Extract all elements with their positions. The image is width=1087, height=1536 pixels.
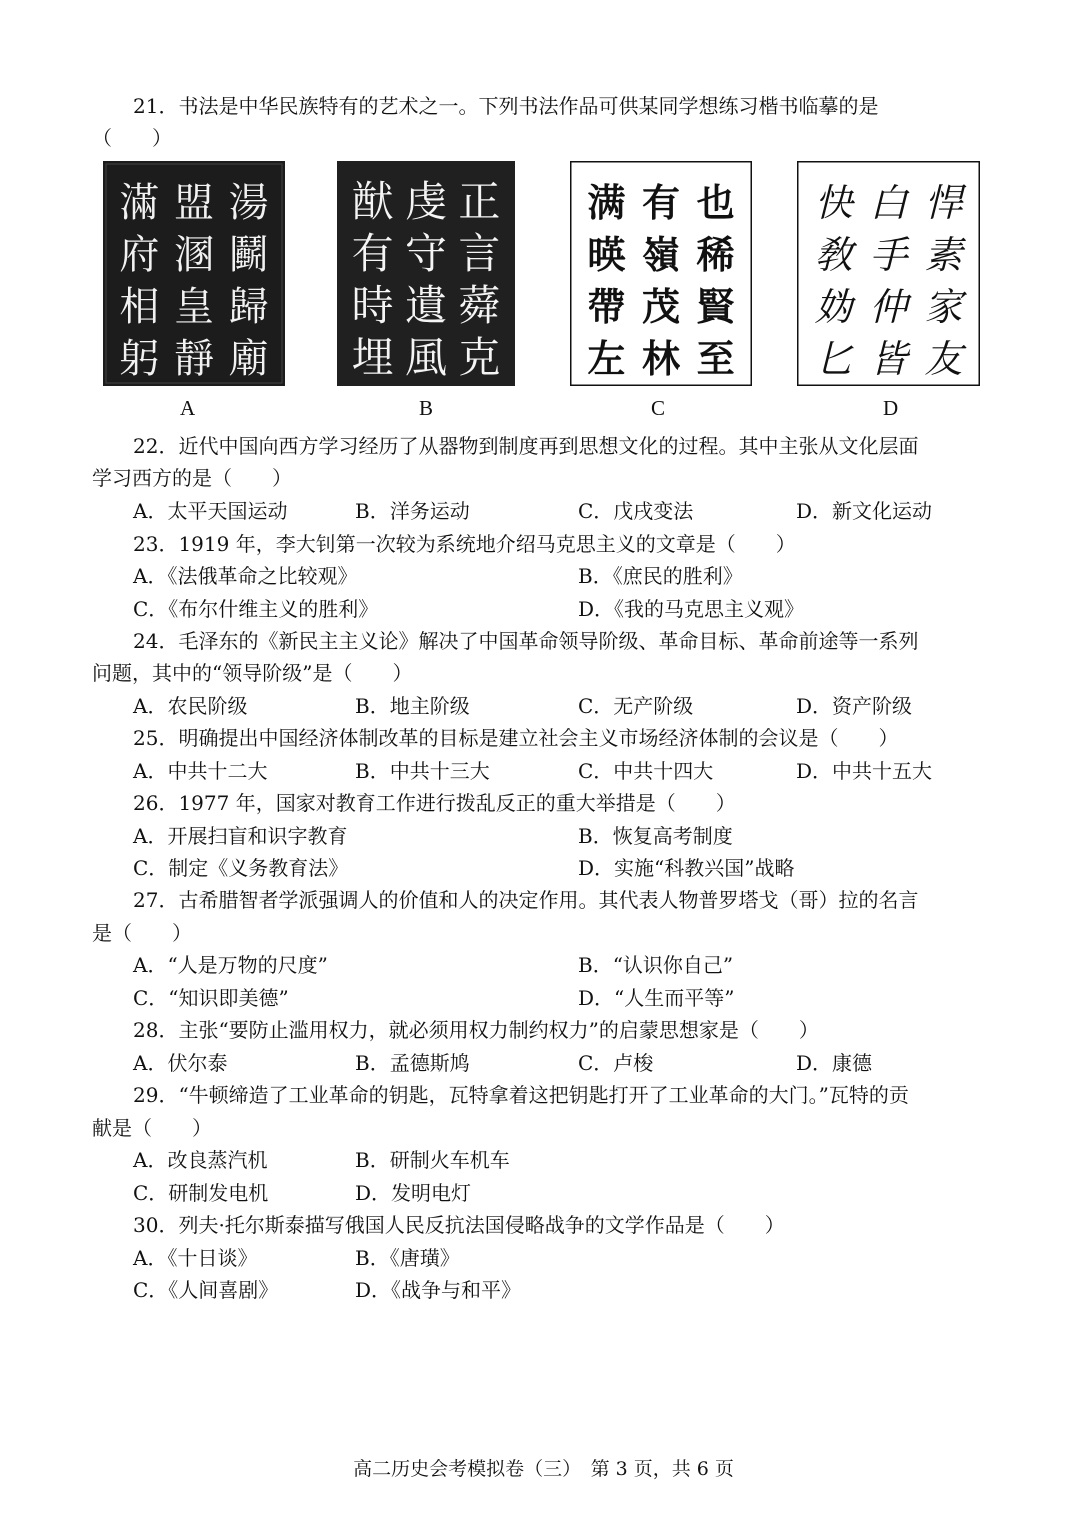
q23-stem: 23．1919 年，李大钊第一次较为系统地介绍马克思主义的文章是（ ） — [133, 532, 796, 556]
calligraphy-char: 盟 — [174, 180, 214, 226]
calligraphy-char: 敎 — [814, 233, 853, 277]
calligraphy-char: 歸 — [228, 284, 269, 330]
q26-stem: 26．1977 年，国家对教育工作进行拨乱反正的重大举措是（ ） — [133, 791, 736, 815]
image-label-b: B — [419, 396, 434, 420]
calligraphy-char: 湯 — [228, 180, 269, 226]
calligraphy-char: 相 — [119, 284, 160, 330]
calligraphy-char: 嶺 — [641, 232, 681, 277]
q29-option-a: A．改良蒸汽机 — [133, 1148, 268, 1172]
q28-option-b: B．孟德斯鸠 — [355, 1051, 470, 1075]
q22-option-c: C．戊戌变法 — [578, 499, 694, 523]
q26-option-a: A．开展扫盲和识字教育 — [133, 824, 348, 848]
q27-stem-line2: 是（ ） — [92, 921, 192, 945]
calligraphy-char: 虔 — [404, 177, 448, 226]
q24-stem-line2: 问题，其中的“领导阶级”是（ ） — [92, 661, 413, 685]
calligraphy-char: 遺 — [404, 281, 448, 330]
calligraphy-char: 蕣 — [458, 281, 501, 330]
calligraphy-char: 左 — [587, 336, 626, 381]
q25-stem: 25．明确提出中国经济体制改革的目标是建立社会主义市场经济体制的会议是（ ） — [133, 726, 899, 750]
calligraphy-image-c — [570, 161, 752, 386]
calligraphy-char: 克 — [458, 333, 501, 382]
q27-option-a: A．“人是万物的尺度” — [133, 953, 328, 977]
q22-option-a: A．太平天国运动 — [133, 499, 288, 523]
calligraphy-char: 皇 — [174, 284, 214, 330]
calligraphy-char: 满 — [587, 180, 626, 225]
calligraphy-char: 悍 — [924, 181, 963, 225]
calligraphy-char: 府 — [119, 232, 160, 278]
calligraphy-char: 白 — [869, 181, 908, 225]
q22-option-b: B．洋务运动 — [355, 499, 470, 523]
q29-stem-line2: 献是（ ） — [92, 1116, 212, 1140]
q27-stem-line1: 27．古希腊智者学派强调人的价值和人的决定作用。其代表人物普罗塔戈（哥）拉的名言 — [133, 888, 919, 912]
q22-stem-line1: 22．近代中国向西方学习经历了从器物到制度再到思想文化的过程。其中主张从文化层面 — [133, 434, 919, 458]
calligraphy-char: 手 — [869, 233, 908, 277]
calligraphy-char: 暎 — [587, 232, 626, 277]
q22-option-d: D．新文化运动 — [796, 499, 933, 523]
q26-option-c: C．制定《义务教育法》 — [133, 856, 349, 880]
q30-option-a: A．《十日谈》 — [133, 1246, 258, 1270]
calligraphy-char: 埋 — [351, 333, 394, 382]
q24-option-a: A．农民阶级 — [133, 694, 248, 718]
calligraphy-image-b — [337, 161, 515, 386]
calligraphy-char: 溷 — [174, 232, 214, 278]
image-label-a: A — [180, 396, 196, 420]
q21-stem-line1: 21．书法是中华民族特有的艺术之一。下列书法作品可供某同学想练习楷书临摹的是 — [133, 94, 879, 118]
calligraphy-char: 皆 — [869, 337, 908, 381]
calligraphy-char: 猷 — [351, 177, 394, 226]
q28-option-c: C．卢梭 — [578, 1051, 654, 1075]
q24-option-c: C．无产阶级 — [578, 694, 694, 718]
q24-option-d: D．资产阶级 — [796, 694, 913, 718]
calligraphy-char: 至 — [696, 336, 735, 381]
calligraphy-char: 也 — [696, 180, 735, 225]
calligraphy-char: 仲 — [869, 285, 908, 329]
q29-option-c: C．研制发电机 — [133, 1181, 269, 1205]
calligraphy-image-d — [797, 161, 980, 386]
image-label-c: C — [651, 396, 666, 420]
q30-option-d: D．《战争与和平》 — [355, 1278, 522, 1302]
calligraphy-char: 帶 — [587, 284, 626, 329]
q30-option-b: B．《唐璜》 — [355, 1246, 460, 1270]
calligraphy-char: 靜 — [174, 336, 214, 382]
image-label-d: D — [883, 396, 899, 420]
q25-option-d: D．中共十五大 — [796, 759, 933, 783]
q28-stem: 28．主张“要防止滥用权力，就必须用权力制约权力”的启蒙思想家是（ ） — [133, 1018, 819, 1042]
q25-option-b: B．中共十三大 — [355, 759, 490, 783]
calligraphy-char: 風 — [404, 333, 448, 382]
calligraphy-char: 滿 — [119, 180, 160, 226]
q26-option-b: B．恢复高考制度 — [578, 824, 733, 848]
q28-option-a: A．伏尔泰 — [133, 1051, 228, 1075]
calligraphy-char: 賢 — [696, 284, 735, 329]
calligraphy-char: 躬 — [119, 336, 160, 382]
q26-option-d: D．实施“科教兴国”战略 — [578, 856, 795, 880]
calligraphy-image-a — [103, 161, 285, 386]
q29-stem-line1: 29．“牛顿缔造了工业革命的钥匙，瓦特拿着这把钥匙打开了工业革命的大门。”瓦特的贡 — [133, 1083, 909, 1107]
q29-option-d: D．发明电灯 — [355, 1181, 472, 1205]
q27-option-d: D．“人生而平等” — [578, 986, 735, 1010]
q30-option-c: C．《人间喜剧》 — [133, 1278, 279, 1302]
calligraphy-char: 林 — [641, 336, 681, 381]
calligraphy-char: 家 — [924, 285, 963, 329]
calligraphy-char: 快 — [814, 181, 853, 225]
q29-option-b: B．研制火车机车 — [355, 1148, 510, 1172]
calligraphy-char: 正 — [458, 177, 501, 226]
page-footer: 高二历史会考模拟卷（三） 第 3 页，共 6 页 — [353, 1458, 734, 1480]
q25-option-a: A．中共十二大 — [133, 759, 268, 783]
calligraphy-char: 廟 — [228, 336, 269, 382]
q23-option-b: B．《庶民的胜利》 — [578, 564, 743, 588]
calligraphy-char: 鬬 — [228, 232, 269, 278]
q30-stem: 30．列夫·托尔斯泰描写俄国人民反抗法国侵略战争的文学作品是（ ） — [133, 1213, 785, 1237]
calligraphy-char: 時 — [351, 281, 394, 330]
calligraphy-char: 茂 — [641, 284, 681, 329]
calligraphy-char: 有 — [351, 229, 394, 278]
q27-option-b: B．“认识你自己” — [578, 953, 734, 977]
q24-option-b: B．地主阶级 — [355, 694, 470, 718]
calligraphy-char: 言 — [458, 229, 501, 278]
calligraphy-char: 守 — [404, 229, 448, 278]
calligraphy-char: 妫 — [814, 285, 853, 329]
calligraphy-char: 素 — [924, 233, 963, 277]
calligraphy-char: 匕 — [814, 337, 853, 381]
q23-option-d: D．《我的马克思主义观》 — [578, 597, 805, 621]
q21-stem-line2: （ ） — [92, 126, 172, 150]
q22-stem-line2: 学习西方的是（ ） — [92, 466, 292, 490]
q24-stem-line1: 24．毛泽东的《新民主主义论》解决了中国革命领导阶级、革命目标、革命前途等一系列 — [133, 629, 919, 653]
q28-option-d: D．康德 — [796, 1051, 873, 1075]
q23-option-c: C．《布尔什维主义的胜利》 — [133, 597, 379, 621]
q27-option-c: C．“知识即美德” — [133, 986, 289, 1010]
q23-option-a: A．《法俄革命之比较观》 — [133, 564, 358, 588]
calligraphy-char: 友 — [924, 337, 963, 381]
calligraphy-char: 稀 — [696, 232, 735, 277]
calligraphy-char: 有 — [641, 180, 681, 225]
q25-option-c: C．中共十四大 — [578, 759, 714, 783]
